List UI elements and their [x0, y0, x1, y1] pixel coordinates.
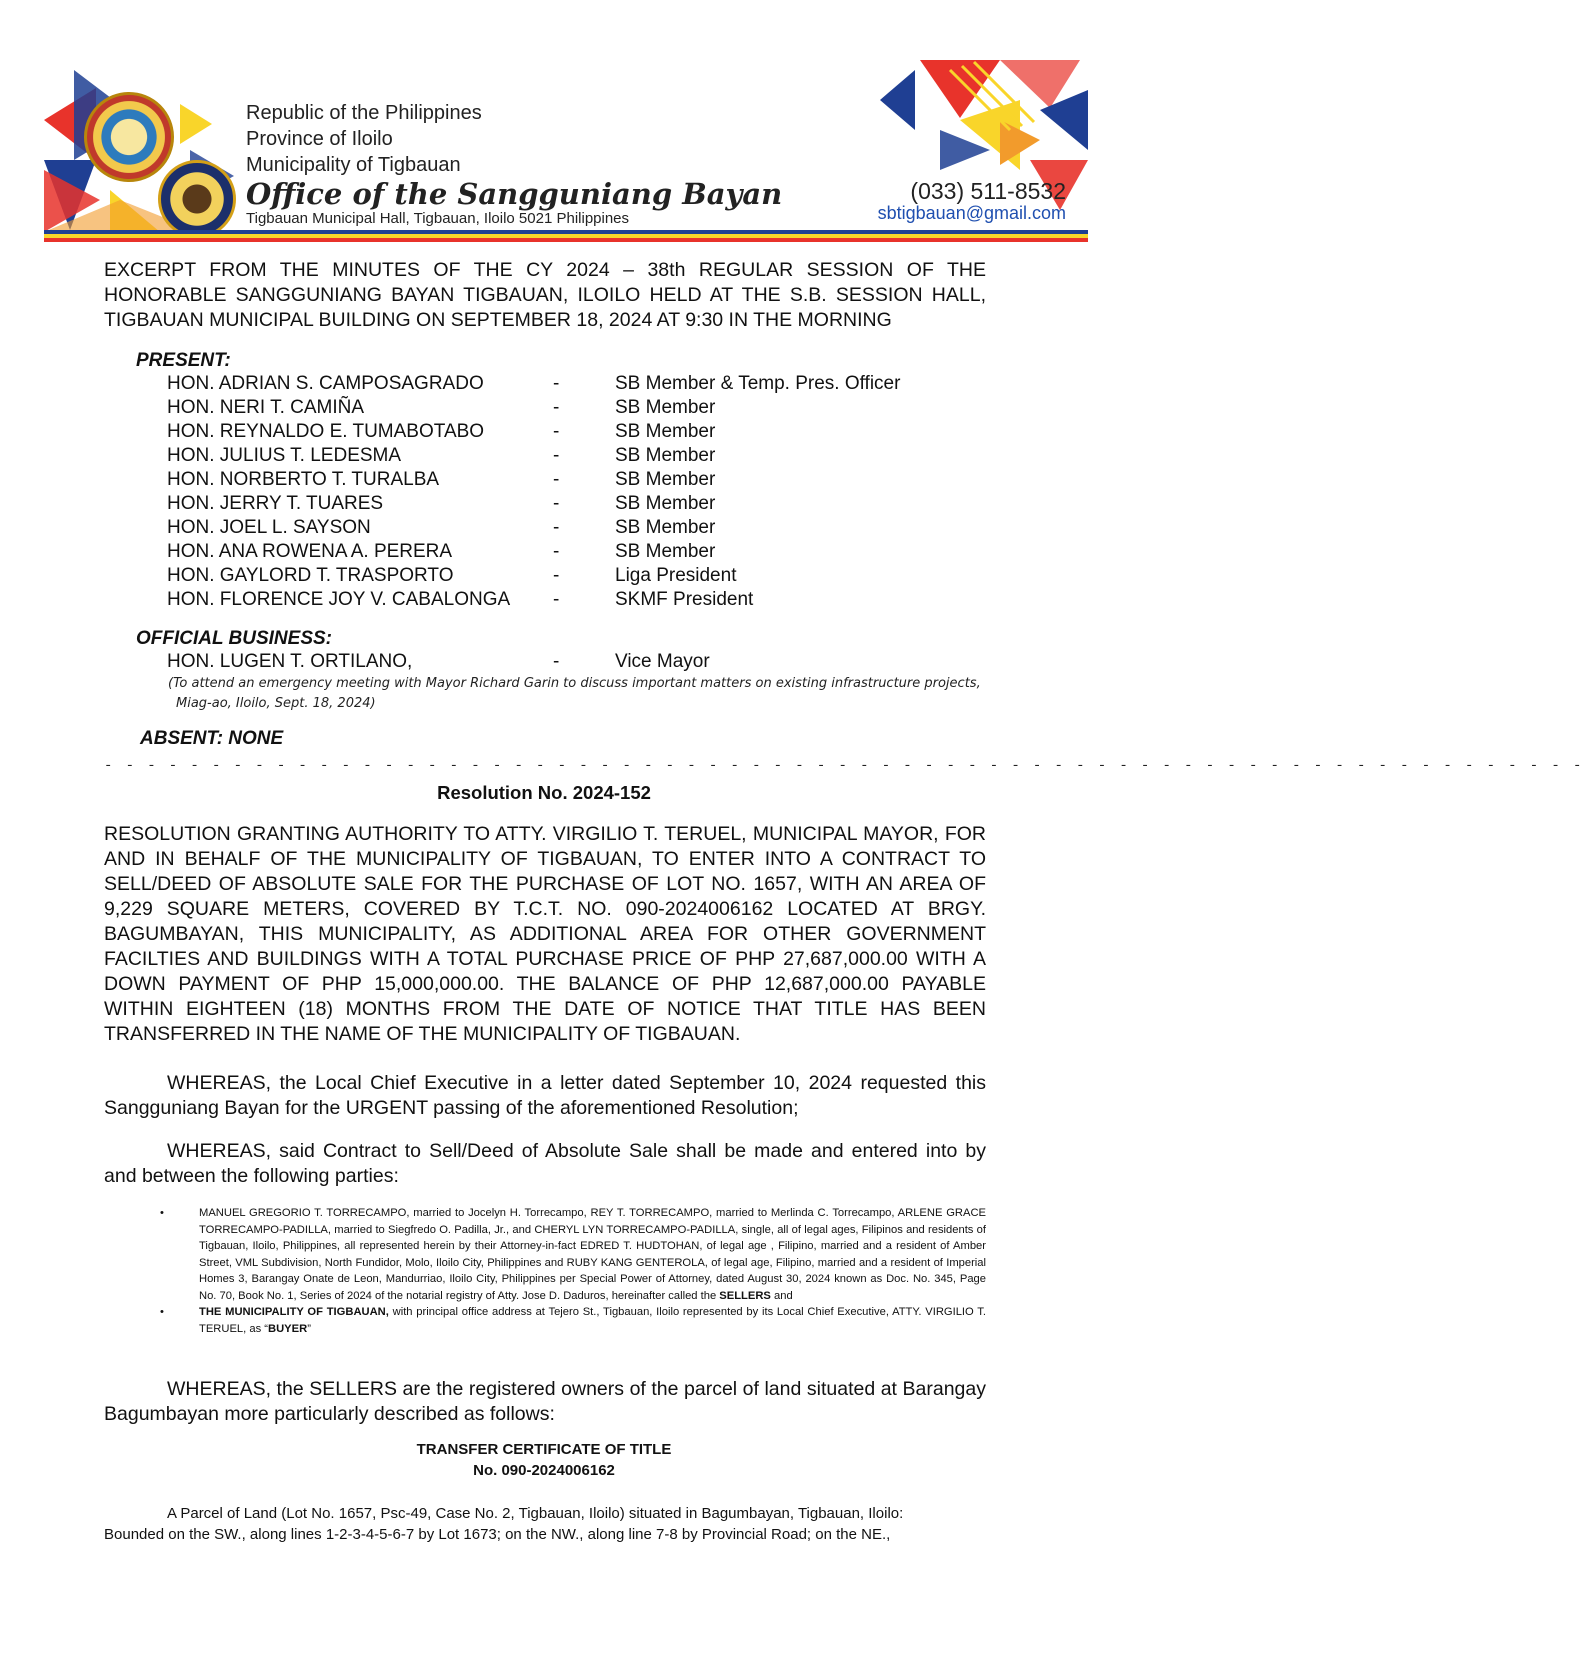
note-line-1: (To attend an emergency meeting with Mayor Richard Garin to discuss important matters on existing infrastructure projects,: [168, 676, 981, 691]
member-position: SKMF President: [615, 589, 754, 610]
parcel-line-2: Bounded on the SW., along lines 1-2-3-4-5-6-7 by Lot 1673; on the NW., along line 7-8 by Provincial Road; on the NE.,: [104, 1526, 891, 1543]
attendance-row: [167, 564, 987, 588]
sellers-label: SELLERS: [719, 1289, 771, 1302]
attendance-row: [167, 468, 987, 492]
parties-list: [160, 1205, 986, 1337]
member-name: HON. REYNALDO E. TUMABOTABO: [167, 421, 485, 442]
member-name: HON. JULIUS T. LEDESMA: [167, 445, 402, 466]
list-item-sellers: [160, 1205, 986, 1304]
member-dash: -: [553, 589, 560, 610]
official-business-row: [167, 650, 987, 674]
whereas-paragraph-2: WHEREAS, said Contract to Sell/Deed of Absolute Sale shall be made and entered into by and between the following parties:: [104, 1140, 986, 1187]
attendance-row: [167, 372, 987, 396]
member-dash: -: [553, 493, 560, 514]
present-label: PRESENT:: [136, 350, 231, 371]
member-name: HON. NERI T. CAMIÑA: [167, 397, 365, 418]
office-title: Office of the Sangguniang Bayan: [246, 177, 783, 211]
member-position: SB Member & Temp. Pres. Officer: [615, 373, 901, 394]
header-stripe-red: [44, 238, 1088, 242]
sellers-tail: and: [770, 1289, 793, 1302]
attendance-row: [167, 420, 987, 444]
parcel-line-1: A Parcel of Land (Lot No. 1657, Psc-49, Case No. 2, Tigbauan, Iloilo) situated in Bagumbayan, Tigbauan, Iloilo:: [167, 1505, 904, 1522]
member-name: HON. JOEL L. SAYSON: [167, 517, 371, 538]
attendance-row: [167, 540, 987, 564]
official-business-label: OFFICIAL BUSINESS:: [136, 628, 332, 649]
attendance-row: [167, 444, 987, 468]
buyer-name: THE MUNICIPALITY OF TIGBAUAN,: [199, 1306, 389, 1318]
buyer-label: BUYER: [268, 1322, 308, 1335]
member-position: SB Member: [615, 541, 716, 562]
member-name: HON. GAYLORD T. TRASPORTO: [167, 565, 454, 586]
member-dash: -: [553, 445, 560, 466]
attendance-row: [167, 492, 987, 516]
attendance-row: [167, 588, 987, 612]
office-address: Tigbauan Municipal Hall, Tigbauan, Iloilo 5021 Philippines: [246, 210, 630, 227]
member-dash: -: [553, 469, 560, 490]
section-divider: - - - - - - - - - - - - - - - - - - - - - - - - - - - - - - - - - - - - - - - - - - - - - - - - - - - - - - - - - - - - - - - - - - - - -: [104, 758, 1584, 774]
member-name: HON. NORBERTO T. TURALBA: [167, 469, 440, 490]
member-dash: -: [553, 397, 560, 418]
tct-title: TRANSFER CERTIFICATE OF TITLE: [416, 1441, 672, 1458]
letterhead-text: [246, 100, 782, 228]
member-dash: -: [553, 373, 560, 394]
member-position: SB Member: [615, 445, 716, 466]
member-position: SB Member: [615, 397, 716, 418]
municipality-line: Municipality of Tigbauan: [246, 154, 461, 176]
official-business-note: [168, 674, 998, 714]
municipal-seal-icon: [84, 92, 174, 182]
parcel-description: [104, 1503, 986, 1545]
member-name: HON. JERRY T. TUARES: [167, 493, 384, 514]
member-name: HON. ANA ROWENA A. PERERA: [167, 541, 453, 562]
resolution-title: RESOLUTION GRANTING AUTHORITY TO ATTY. VIRGILIO T. TERUEL, MUNICIPAL MAYOR, FOR AND IN BEHALF OF THE MUNICIPALITY OF TIGBAUAN, TO ENTER INTO A CONTRACT TO SELL/DEED OF ABSOLUTE SALE FOR THE PURCHASE OF LOT NO. 1657, WITH AN AREA OF 9,229 SQUARE METERS, COVERED BY T.C.T. NO. 090-2024006162 LOCATED AT BRGY. BAGUMBAYAN, THIS MUNICIPALITY, AS ADDITIONAL AREA FOR OTHER GOVERNMENT FACILTIES AND BUILDINGS WITH A TOTAL PURCHASE PRICE OF PHP 27,687,000.00 WITH A DOWN PAYMENT OF PHP 15,000,000.00. THE BALANCE OF PHP 12,687,000.00 PAYABLE WITHIN EIGHTEEN (18) MONTHS FROM THE DATE OF NOTICE THAT TITLE HAS BEEN TRANSFERRED IN THE NAME OF THE MUNICIPALITY OF TIGBAUAN.: [104, 823, 986, 1045]
note-line-2: Miag-ao, Iloilo, Sept. 18, 2024): [176, 696, 376, 711]
member-dash: -: [553, 421, 560, 442]
tct-number: No. 090-2024006162: [473, 1462, 615, 1479]
absent-label: ABSENT: NONE: [140, 728, 284, 749]
member-dash: -: [553, 517, 560, 538]
resolution-number: Resolution No. 2024-152: [437, 782, 651, 803]
sellers-text: MANUEL GREGORIO T. TORRECAMPO, married to Jocelyn H. Torrecampo, REY T. TORRECAMPO, married to Merlinda C. Torrecampo, ARLENE GRACE TORRECAMPO-PADILLA, married to Siegfredo O. Padilla, Jr., and CHERYL LYN TORRECAMPO-PADILLA, single, all of legal ages, Filipinos and residents of Tigbauan, Iloilo, Philippines, all represented herein by their Attorney-in-fact EDRED T. HUDTOHAN, of legal age , Filipino, married and a resident of Amber Street, VML Subdivision, North Fundidor, Molo, Iloilo City, Philippines and RUBY KANG GENTEROLA, of legal age, Filipino, married and a resident of Imperial Homes 3, Barangay Onate de Leon, Mandurriao, Iloilo City, Philippines per Special Power of Attorney, dated August 30, 2024 known as Doc. No. 345, Page No. 70, Book No. 1, Series of 2024 of the notarial registry of Atty. Jose D. Daduros, hereinafter called the: [199, 1207, 986, 1302]
member-position: SB Member: [615, 493, 716, 514]
member-dash: -: [553, 565, 560, 586]
bullet-icon: •: [160, 1306, 164, 1318]
attendance-row: [167, 396, 987, 420]
present-list: [167, 372, 987, 612]
letterhead: [0, 0, 1088, 250]
office-email: sbtigbauan@gmail.com: [877, 203, 1066, 223]
minutes-excerpt: EXCERPT FROM THE MINUTES OF THE CY 2024 – 38th REGULAR SESSION OF THE HONORABLE SANGGUNIANG BAYAN TIGBAUAN, ILOILO HELD AT THE S.B. SESSION HALL, TIGBAUAN MUNICIPAL BUILDING ON SEPTEMBER 18, 2024 AT 9:30 IN THE MORNING: [104, 259, 986, 331]
list-item-buyer: [160, 1304, 986, 1337]
bullet-icon: •: [160, 1207, 164, 1219]
whereas-paragraph-3: WHEREAS, the SELLERS are the registered owners of the parcel of land situated at Barangay Bagumbayan more particularly described as follows:: [104, 1378, 986, 1425]
sangguniang-bayan-seal-icon: [158, 160, 236, 238]
republic-line: Republic of the Philippines: [246, 102, 482, 124]
office-phone: (033) 511-8532: [910, 178, 1066, 204]
member-name: HON. FLORENCE JOY V. CABALONGA: [167, 589, 511, 610]
buyer-close: ”: [307, 1322, 311, 1335]
member-position: SB Member: [615, 421, 716, 442]
attendance-row: [167, 516, 987, 540]
member-position: SB Member: [615, 469, 716, 490]
member-position: Liga President: [615, 565, 737, 586]
member-position: SB Member: [615, 517, 716, 538]
member-name: HON. LUGEN T. ORTILANO,: [167, 651, 413, 672]
member-dash: -: [553, 541, 560, 562]
official-business-list: [167, 650, 987, 674]
member-position: Vice Mayor: [615, 651, 710, 672]
whereas-paragraph-1: WHEREAS, the Local Chief Executive in a letter dated September 10, 2024 requested this Sangguniang Bayan for the URGENT passing of the aforementioned Resolution;: [104, 1072, 986, 1119]
member-dash: -: [553, 651, 560, 672]
province-line: Province of Iloilo: [246, 128, 393, 150]
buyer-text: with principal office address at Tejero St., Tigbauan, Iloilo represented by its Local Chief Executive, ATTY. VIRGILIO T. TERUEL, as “: [199, 1306, 987, 1335]
member-name: HON. ADRIAN S. CAMPOSAGRADO: [167, 373, 484, 394]
